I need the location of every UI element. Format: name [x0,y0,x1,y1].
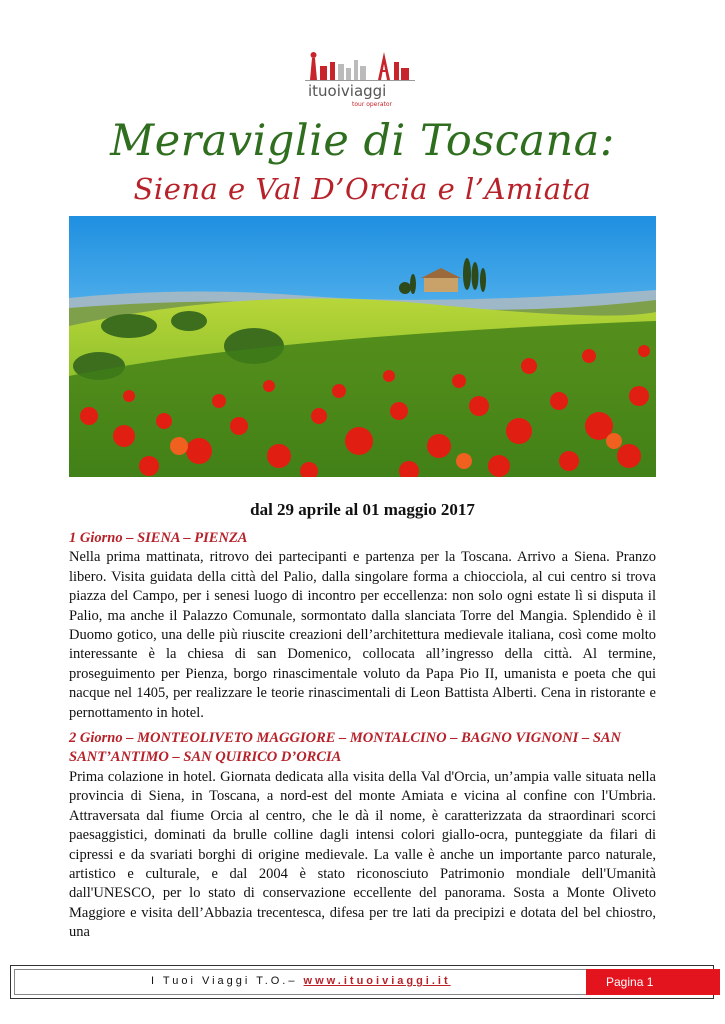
hero-landscape-image [69,216,656,477]
page-number-box [586,969,720,995]
company-logo [300,44,425,110]
footer-company [151,975,451,987]
page-footer [10,965,714,999]
day-2-text: Prima colazione in hotel. Giornata dedicata alla visita della Val d'Orcia, un’ampia valle situata nella provincia di Siena, in Toscana, a nord-est del monte Amiata e vicina al confine con l'Umbria. Attraversata dal fiume Orcia al centro, che le dà il nome, è caratterizzata da straordinari scorci paesaggistici, dominati da brulle colline dagli intensi colori giallo-ocra, punteggiate da filari di cipressi e da svariati borghi di origine medievale. La valle è anche un importante parco naturale, artistico e culturale, e dal 2004 è stato riconosciuto Patrimonio mondiale dell'Umanità dall'UNESCO, per lo stato di conservazione eccellente del panorama. Sosta a Monte Oliveto Maggiore e visita dell’Abbazia trecentesca, difesa per tre lati da precipizi e dotata del bel chiostro, una [69,768,656,941]
day-2-heading: 2 Giorno – MONTEOLIVETO MAGGIORE – MONTALCINO – BAGNO VIGNONI – SAN SANT’ANTIMO – SAN QUIRICO D’ORCIA [69,730,622,766]
day-1-text: Nella prima mattinata, ritrovo dei partecipanti e partenza per la Toscana. Arrivo a Siena. Pranzo libero. Visita guidata della città del Palio, dalla singolare forma a chiocciola, al cui centro si trova piazza del Campo, per i senesi luogo di incontro per eccellenza: non solo ogni estate lì si disputa il Palio, ma anche il Palazzo Comunale, sormontato dalla slanciata Torre del Mangia. Splendido è il Duomo gotico, una delle più riuscite creazioni dell’architettura medievale italiana, così come molto interessante è la chiesa di san Domenico, collocata all’ingresso della città. Al termine, proseguimento per Pienza, borgo rinascimentale voluto da Papa Pio II, umanista e poeta che qui nacque nel 1405, per realizzare le teorie rinascimentali di Leon Battista Alberti. Cena in ristorante e pernottamento in hotel. [69,549,656,721]
page-title: Meraviglie di Toscana: [110,116,615,166]
website-link[interactable]: www.ituoiviaggi.it [303,975,451,987]
itinerary [69,529,656,949]
svg-text:tour operator: tour operator [352,101,393,108]
page-number: Pagina 1 [606,975,654,989]
trip-dates: dal 29 aprile al 01 maggio 2017 [250,500,475,519]
footer-company-name: I Tuoi Viaggi T.O.– [151,975,304,987]
day-1-heading: 1 Giorno – SIENA – PIENZA [69,530,248,546]
page-subtitle: Siena e Val D’Orcia e l’Amiata [133,172,592,206]
logo-brand-text: ituoiviaggi [308,82,387,100]
